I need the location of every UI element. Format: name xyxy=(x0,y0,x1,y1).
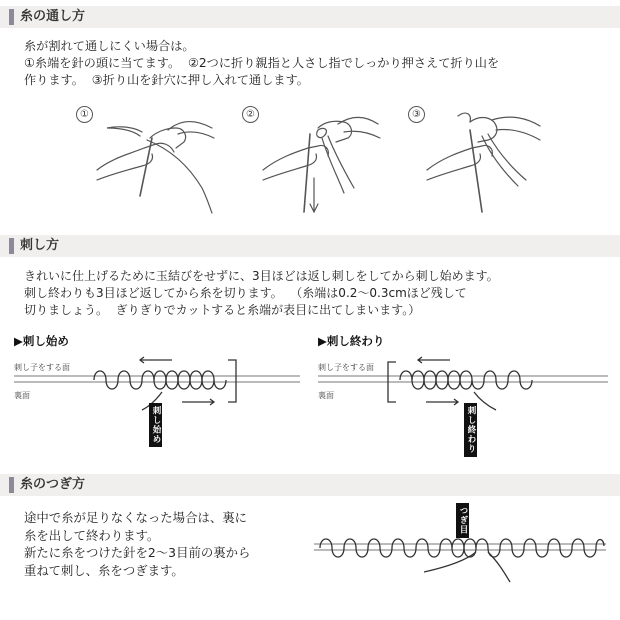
end-stitch-tag: 刺し終わり xyxy=(464,403,477,457)
threading-illustration-1 xyxy=(92,108,217,218)
joining-tag: つぎ目 xyxy=(456,503,469,538)
threading-text: 糸が割れて通しにくい場合は。 ①糸端を針の頭に当てます。 ②2つに折り親指と人さし指でしっかり押さえて折り山を 作ります。 ③折り山を針穴に押し入れて通します。 xyxy=(24,39,500,87)
front-face-label: 刺し子をする面 xyxy=(14,363,70,372)
threading-illustration-2 xyxy=(258,108,383,218)
step-number-3: ③ xyxy=(408,106,425,123)
stitching-text: きれいに仕上げるために玉結びをせずに、3目ほどは返し刺しをしてから刺し始めます。 刺し終わりも3目ほど返してから糸を切ります。 （糸端は0.2〜0.3cmほど残して 切りましょう。 ぎりぎりでカットすると糸端が表目に出てしまいます。） xyxy=(24,269,499,317)
section-header-threading xyxy=(0,6,620,28)
section-accent xyxy=(9,9,14,25)
back-face-label: 裏面 xyxy=(14,391,30,400)
section-header-joining xyxy=(0,474,620,496)
joining-stitch-diagram xyxy=(314,528,610,588)
section-header-stitching xyxy=(0,235,620,257)
back-face-label: 裏面 xyxy=(318,391,334,400)
section-title: 糸のつぎ方 xyxy=(20,477,86,492)
joining-text: 途中で糸が足りなくなった場合は、裏に 糸を出して終わります。 新たに糸をつけた針を2〜3目前の裏から 重ねて刺し、糸をつぎます。 xyxy=(24,510,251,578)
section-title: 糸の通し方 xyxy=(20,9,86,24)
section-accent xyxy=(9,238,14,254)
step-number-1: ① xyxy=(76,106,93,123)
end-diagram-heading: ▶刺し終わり xyxy=(318,334,385,348)
section-accent xyxy=(9,477,14,493)
threading-illustration-3 xyxy=(422,108,547,218)
section-title: 刺し方 xyxy=(20,238,60,253)
start-stitch-tag: 刺し始め xyxy=(149,403,162,447)
step-number-2: ② xyxy=(242,106,259,123)
front-face-label: 刺し子をする面 xyxy=(318,363,374,372)
start-diagram-heading: ▶刺し始め xyxy=(14,334,69,348)
